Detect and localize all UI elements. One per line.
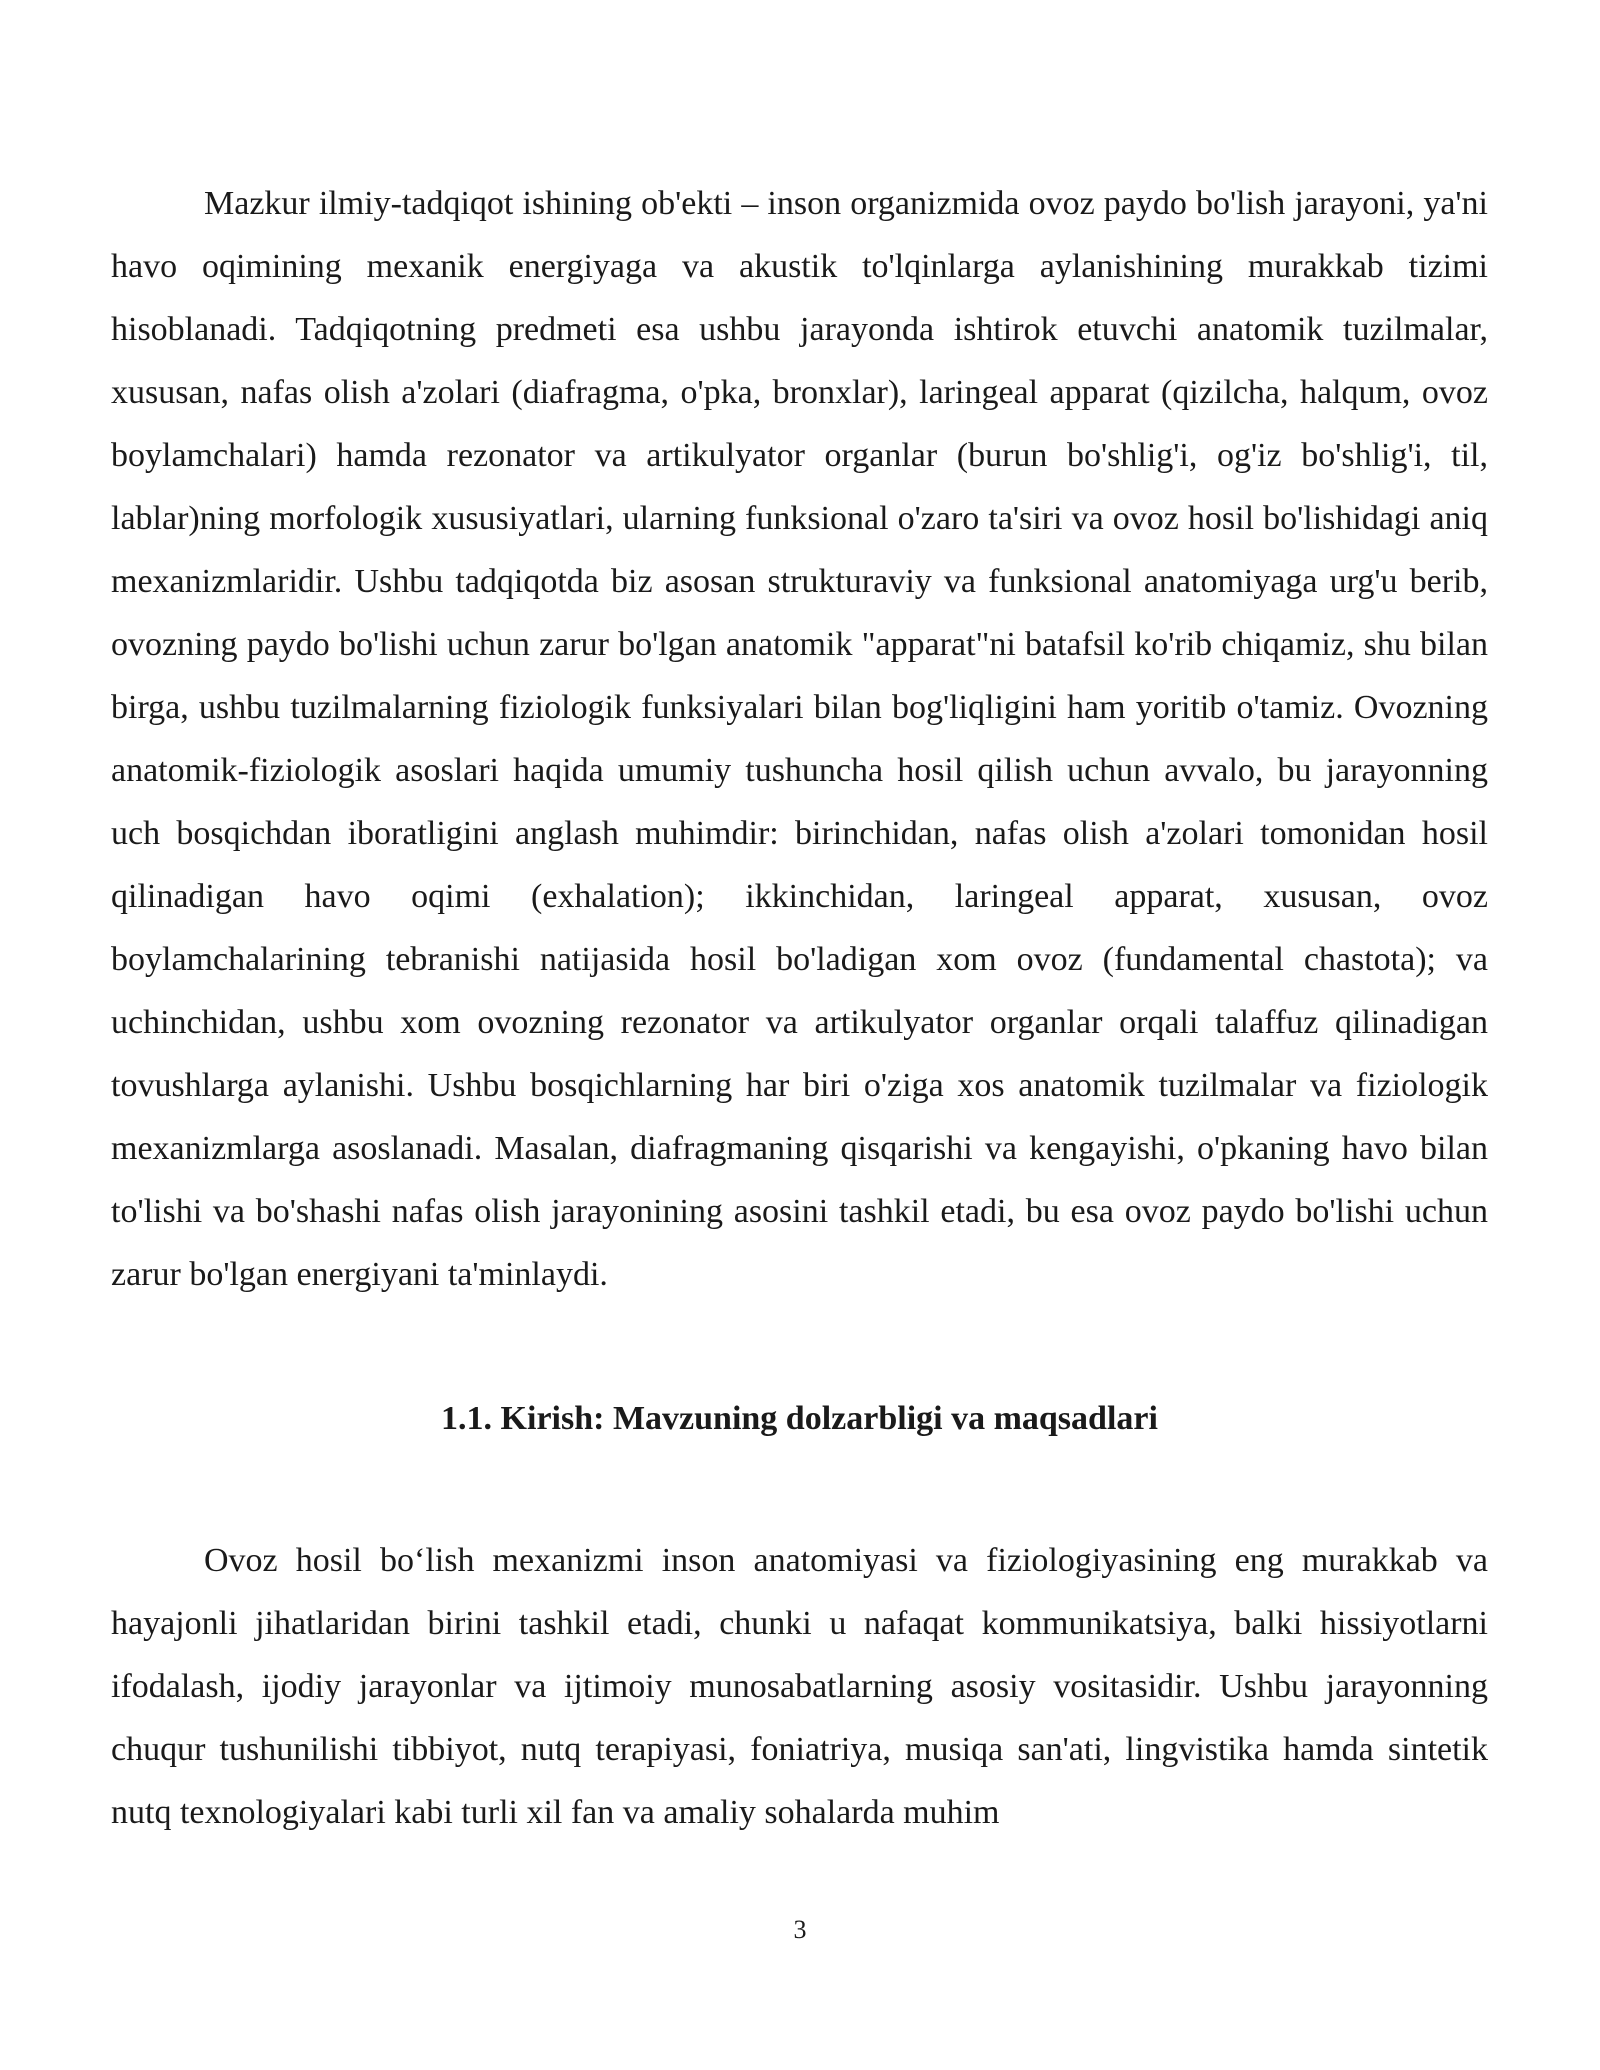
section-heading: 1.1. Kirish: Mavzuning dolzarbligi va maqsadlari xyxy=(441,1400,1158,1437)
page-number: 3 xyxy=(793,1915,807,1944)
body-paragraph-2: Ovoz hosil bo‘lish mexanizmi inson anatomiyasi va fiziologiyasining eng murakkab va hayajonli jihatlaridan birini tashkil etadi, chunki u nafaqat kommunikatsiya, balki hissiyotlarni ifodalash, ijodiy jarayonlar va ijtimoiy munosabatlarning asosiy vositasidir. Ushbu jarayonning chuqur tushunilishi tibbiyot, nutq terapiyasi, foniatriya, musiqa san'ati, lingvistika hamda sintetik nutq texnologiyalari kabi turli xil fan va amaliy sohalarda muhim xyxy=(111,1542,1488,1831)
body-paragraph-1: Mazkur ilmiy-tadqiqot ishining ob'ekti – inson organizmida ovoz paydo bo'lish jarayoni, ya'ni havo oqimining mexanik energiyaga va akustik to'lqinlarga aylanishining murakkab tizimi hisoblanadi. Tadqiqotning predmeti esa ushbu jarayonda ishtirok etuvchi anatomik tuzilmalar, xususan, nafas olish a'zolari (diafragma, o'pka, bronxlar), laringeal apparat (qizilcha, halqum, ovoz boylamchalari) hamda rezonator va artikulyator organlar (burun bo'shlig'i, og'iz bo'shlig'i, til, lablar)ning morfologik xususiyatlari, ularning funksional o'zaro ta'siri va ovoz hosil bo'lishidagi aniq mexanizmlaridir. Ushbu tadqiqotda biz asosan strukturaviy va funksional anatomiyaga urg'u berib, ovozning paydo bo'lishi uchun zarur bo'lgan anatomik "apparat"ni batafsil ko'rib chiqamiz, shu bilan birga, ushbu tuzilmalarning fiziologik funksiyalari bilan bog'liqligini ham yoritib o'tamiz. Ovozning anatomik-fiziologik asoslari haqida umumiy tushuncha hosil qilish uchun avvalo, bu jarayonning uch bosqichdan iboratligini anglash muhimdir: birinchidan, nafas olish a'zolari tomonidan hosil qilinadigan havo oqimi (exhalation); ikkinchidan, laringeal apparat, xususan, ovoz boylamchalarining tebranishi natijasida hosil bo'ladigan xom ovoz (fundamental chastota); va uchinchidan, ushbu xom ovozning rezonator va artikulyator organlar orqali talaffuz qilinadigan tovushlarga aylanishi. Ushbu bosqichlarning har biri o'ziga xos anatomik tuzilmalar va fiziologik mexanizmlarga asoslanadi. Masalan, diafragmaning qisqarishi va kengayishi, o'pkaning havo bilan to'lishi va bo'shashi nafas olish jarayonining asosini tashkil etadi, bu esa ovoz paydo bo'lishi uchun zarur bo'lgan energiyani ta'minlaydi. xyxy=(111,185,1488,1293)
page-content xyxy=(111,172,1488,1844)
